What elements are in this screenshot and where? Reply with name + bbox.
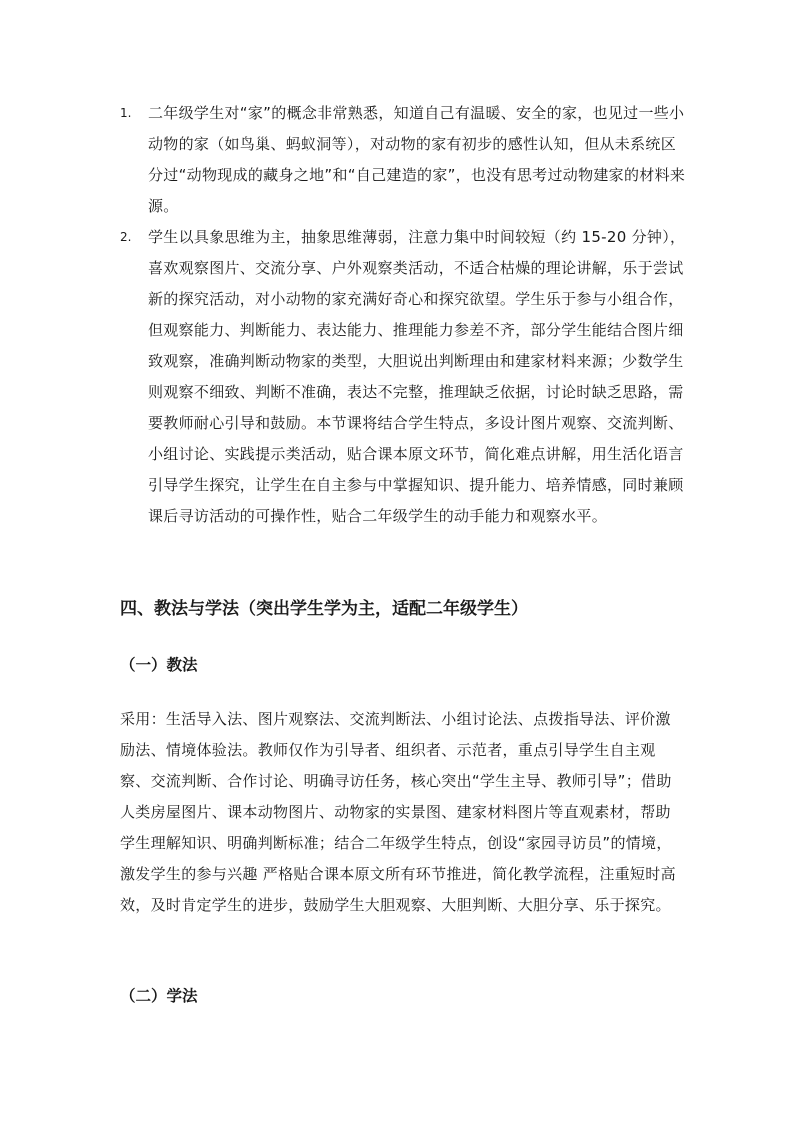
list-text-2: 学生以具象思维为主，抽象思维薄弱，注意力集中时间较短（约 15-20 分钟），喜欢观察图片、交流分享、户外观察类活动，不适合枯燥的理论讲解，乐于尝试新的探究活动，对小动物的家充满好奇心和探究欲望。学生乐于参与小组合作，但观察能力、判断能力、表达能力、推理能力参差不齐，部分学生能结合图片细致观察，准确判断动物家的类型，大胆说出判断理由和建家材料来源；少数学生则观察不细致、判断不准确，表达不完整，推理缺乏依据，讨论时缺乏思路，需要教师耐心引导和鼓励。本节课将结合学生特点，多设计图片观察、交流判断、小组讨论、实践提示类活动，贴合课本原文环节，简化难点讲解，用生活化语言引导学生探究，让学生在自主参与中掌握知识、提升能力、培养情感，同时兼顾课后寻访活动的可操作性，贴合二年级学生的动手能力和观察水平。 <box>148 228 686 525</box>
teaching-method-paragraph: 采用：生活导入法、图片观察法、交流判断法、小组讨论法、点拨指导法、评价激励法、情境体验法。教师仅作为引导者、组织者、示范者，重点引导学生自主观察、交流判断、合作讨论、明确寻访任务，核心突出“学生主导、教师引导”；借助人类房屋图片、课本动物图片、动物家的实景图、建家材料图片等直观素材，帮助学生理解知识、明确判断标准；结合二年级学生特点，创设“家园寻访员”的情境，激发学生的参与兴趣 严格贴合课本原文所有环节推进，简化教学流程，注重短时高效，及时肯定学生的进步，鼓励学生大胆观察、大胆判断、大胆分享、乐于探究。 <box>120 710 676 914</box>
section-heading: 四、教法与学法（突出学生学为主，适配二年级学生） <box>120 599 528 619</box>
list-text-1: 二年级学生对“家”的概念非常熟悉，知道自己有温暖、安全的家，也见过一些小动物的家（如鸟巢、蚂蚁洞等），对动物的家有初步的感性认知，但从未系统区分过“动物现成的藏身之地”和“自己建造的家”，也没有思考过动物建家的材料来源。 <box>148 104 686 215</box>
subsection-heading-teaching-method: （一）教法 <box>120 656 198 674</box>
subsection-heading-learning-method: （二）学法 <box>120 987 198 1005</box>
list-number-2: 2. <box>120 230 132 244</box>
list-number-1: 1. <box>120 106 132 120</box>
